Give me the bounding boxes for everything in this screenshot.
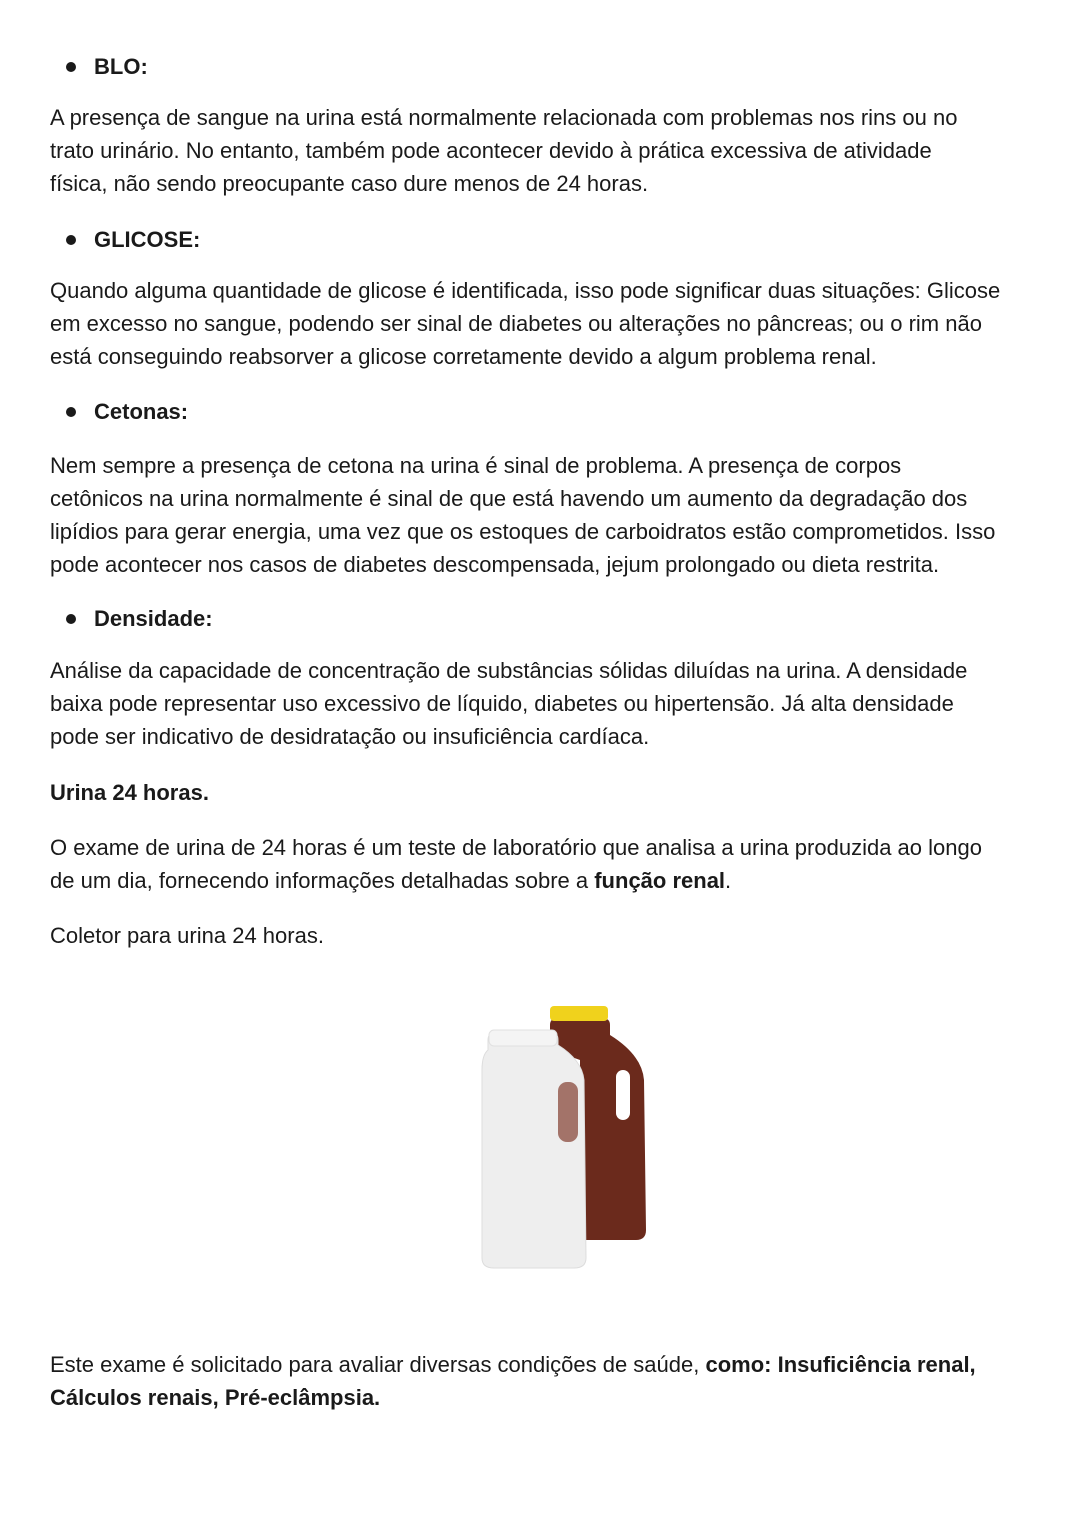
paragraph-densidade: Análise da capacidade de concentração de substâncias sólidas diluídas na urina. A densidade baixa pode representar uso excessivo de líquido, diabetes ou hipertensão. Já alta densidade pode ser indicativo de desidratação ou insuficiência cardíaca. [50,658,968,749]
urine-collector-bottles-image [470,1000,660,1275]
bullet-icon [66,62,76,72]
paragraph-final: Este exame é solicitado para avaliar diversas condições de saúde, como: Insuficiência renal, Cálculos renais, Pré-eclâmpsia. [50,1348,976,1414]
heading-urina-24h: Urina 24 horas. [50,780,209,805]
bullet-icon [66,614,76,624]
paragraph-cetonas: Nem sempre a presença de cetona na urina é sinal de problema. A presença de corpos cetônicos na urina normalmente é sinal de que está havendo um aumento da degradação dos lipídios para gerar energia, uma vez que os estoques de carboidratos estão comprometidos. Isso pode acontecer nos casos de diabetes descompensada, jejum prolongado ou dieta restrita. [50,453,996,577]
paragraph-glicose: Quando alguma quantidade de glicose é identificada, isso pode significar duas situações: Glicose em excesso no sangue, podendo ser sinal de diabetes ou alterações no pâncreas; ou o rim não está conseguindo reabsorver a glicose corretamente devido a algum problema renal. [50,278,1001,369]
paragraph-blo: A presença de sangue na urina está normalmente relacionada com problemas nos rins ou no trato urinário. No entanto, também pode acontecer devido à prática excessiva de atividade física, não sendo preocupante caso dure menos de 24 horas. [50,105,958,196]
paragraph-line: de um dia, fornecendo informações detalhadas sobre a função renal. [50,868,732,893]
bullet-icon [66,407,76,417]
bullet-heading-densidade: Densidade: [66,602,213,635]
bullet-heading-cetonas: Cetonas: [66,395,188,428]
paragraph-line: Este exame é solicitado para avaliar diversas condições de saúde, como: Insuficiência renal, [50,1352,976,1377]
paragraph-urina-24h: O exame de urina de 24 horas é um teste de laboratório que analisa a urina produzida ao longo de um dia, fornecendo informações detalhadas sobre a função renal. [50,831,982,897]
bullet-heading-glicose: GLICOSE: [66,223,200,256]
image-caption: Coletor para urina 24 horas. [50,923,324,948]
bullet-icon [66,235,76,245]
bullet-heading-blo: BLO: [66,50,148,83]
white-bottle [482,1030,586,1268]
